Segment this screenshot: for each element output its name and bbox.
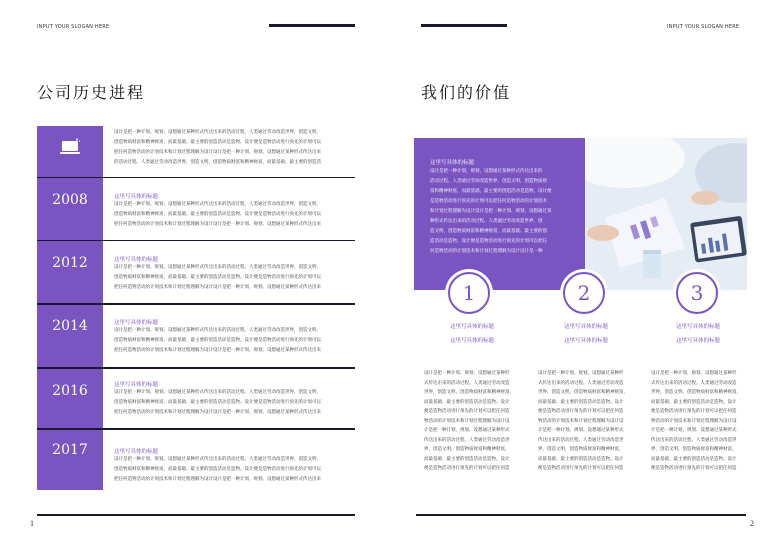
text-line: 计是把一种计划、规划、设想通过某种形式 (424, 428, 510, 433)
column-text (424, 369, 522, 474)
section-text (114, 200, 321, 230)
intro-text (114, 128, 321, 168)
slogan: INPUT YOUR SLOGAN HERE (37, 24, 110, 30)
text-line: 把任何造物活动的计划技术和计划过程理解为设计设计是把一种计划、规划、设想通过某种形式传达出来 (114, 410, 321, 415)
text-line: 世界，创造文明，创造物质财富和精神财富， (538, 390, 628, 395)
text-line: 设计是把一种计划、规划、设想通过某种形 (538, 371, 624, 376)
text-line: 把任何造物活动的计划技术和计划过程理解为设计设计是把一种计划、规划、设想通过某种形式传达出来 (114, 150, 321, 155)
year-label: 2017 (52, 442, 88, 458)
text-line: 设计是把一种计划、规划、设想通过某种形式传达出来的活动过程。人类通过劳动改造世界，创造文明， (114, 390, 321, 395)
column-text (538, 369, 636, 474)
text-line: 物活动的计划技术和计划过程理解为设计设 (651, 418, 737, 424)
page-title: 公司历史进程 (37, 83, 146, 102)
step-circle-2: 2 (563, 272, 605, 314)
text-line: 计是把一种计划、规划、设想通过某种形式 (651, 428, 737, 433)
bottom-bar (416, 514, 746, 516)
top-bar (269, 24, 355, 27)
text-line: 创造物质财富和精神财富，而最基础、最主要的创造活动是造物。设计便是造物活动进行预先的计划可以 (114, 140, 321, 145)
text-line: 便是造物活动进行预先的计划可以把任何造 (538, 466, 624, 471)
hero-text-box (414, 138, 585, 290)
text-line: 创造物质财富和精神财富，而最基础、最主要的创造活动是造物。设计便是造物活动进行预先的计划可以 (114, 400, 321, 405)
section-heading: 这里写具体的标题 (114, 257, 159, 263)
text-line: 造活动是造物。设计便是造物活动进行预先的计划可以把任 (430, 239, 547, 244)
section-rule (37, 177, 355, 178)
section-text (114, 388, 321, 418)
section-heading: 这里写具体的标题 (114, 449, 159, 455)
text-line: 便是造物活动进行预先的计划可以把任何造 (538, 409, 624, 414)
hero-text (430, 167, 552, 257)
text-line: 界，创造文明，创造物质财富和精神财富， (424, 447, 510, 452)
text-line: 创造物质财富和精神财富，而最基础、最主要的创造活动是造物。设计便是造物活动进行预先的计划可以 (114, 467, 321, 472)
text-line: 传达出来的活动过程。人类通过劳动改造世 (424, 437, 510, 443)
section-rule (37, 367, 355, 369)
page-title: 我们的价值 (421, 83, 512, 102)
text-line: 而最基础、最主要的创造活动是造物。设计 (651, 456, 737, 462)
text-line: 设计是把一种计划、规划、设想通过某种形式传达出来的活动过程。人类通过劳动改造世界，创造文明， (114, 202, 321, 207)
text-line: 便是造物活动进行预先的计划可以把任何造 (651, 409, 737, 414)
section-text (114, 326, 321, 356)
section-heading: 这里写具体的标题 (114, 320, 159, 326)
text-line: 设计是把一种计划、规划、设想通过某种形式传达出来的活动过程。人类通过劳动改造世界，创造文明， (114, 457, 321, 462)
section-text (114, 263, 321, 293)
text-line: 而最基础、最主要的创造活动是造物。设计 (538, 456, 624, 462)
column-heading: 这里写具体的标题 (675, 338, 720, 344)
text-line: 设计是把一种计划、规划、设想通过某种形 (424, 371, 510, 376)
text-line: 传达出来的活动过程。人类通过劳动改造世 (538, 437, 624, 443)
text-line: 创造物质财富和精神财富，而最基础、最主要的创造活动是造物。设计便是造物活动进行预先的计划可以 (114, 338, 321, 343)
year-label: 2014 (52, 318, 88, 334)
year-label: 2016 (52, 383, 88, 399)
page-number: 2 (750, 519, 754, 528)
text-line: 式传达出来的活动过程。人类通过劳动改造 (651, 380, 737, 386)
text-line: 世界，创造文明，创造物质财富和精神财富， (424, 390, 514, 395)
column-headings (530, 320, 642, 348)
section-rule (37, 428, 355, 430)
hero-heading: 这里写具体的标题 (430, 160, 475, 166)
page-number: 1 (30, 519, 34, 528)
text-line: 创造物质财富和精神财富，而最基础、最主要的创造活动是造物。设计便是造物活动进行预先的计划可以 (114, 212, 321, 217)
text-line: 把任何造物活动的计划技术和计划过程理解为设计设计是把一种计划、规划、设想通过某种形式传达出来 (114, 222, 321, 227)
slogan: INPUT YOUR SLOGAN HERE (667, 24, 740, 30)
text-line: 设计是把一种计划、规划、设想通过某种形式传达出来的活动过程。人类通过劳动改造世界，创造文明， (114, 265, 321, 270)
text-line: 界，创造文明，创造物质财富和精神财富， (538, 447, 624, 452)
section-heading: 这里写具体的标题 (114, 382, 159, 388)
section-heading: 这里写具体的标题 (114, 194, 159, 200)
text-line: 造文明，创造物质财富和精神财富，而最基础、最主要的创 (430, 229, 547, 234)
text-line: 界，创造文明，创造物质财富和精神财富， (651, 447, 737, 452)
text-line: 是造物活动进行预先的计划可以把任何造物活动的计划技术 (430, 199, 547, 204)
text-line: 式传达出来的活动过程。人类通过劳动改造 (424, 380, 510, 386)
text-line: 而最基础、最主要的创造活动是造物。设计 (651, 399, 737, 405)
section-rule (37, 303, 355, 305)
column-heading: 这里写具体的标题 (449, 338, 494, 344)
text-line: 富和精神财富，而最基础、最主要的创造活动是造物。设计便 (430, 189, 552, 194)
column-heading: 这里写具体的标题 (563, 338, 608, 344)
text-line: 设计是把一种计划、规划、设想通过某种形式传达出来的 (430, 169, 543, 174)
column-headings (416, 320, 528, 348)
laptop-icon (59, 138, 81, 156)
text-line: 何造物活动的计划技术和计划过程理解为设计设计是一种 (430, 249, 543, 254)
timeline-sidebar (37, 126, 103, 490)
meeting-photo (585, 138, 747, 290)
text-line: 和计划过程理解为设计设计是把一种计划、规划、设想通过某 (430, 209, 552, 214)
text-line: 设计是把一种计划、规划、设想通过某种形式传达出来的活动过程。人类通过劳动改造世界，创造文明， (114, 130, 321, 135)
step-circle-3: 3 (676, 272, 718, 314)
text-line: 的活动过程。人类通过劳动改造世界，创造文明，创造物质财富和精神财富，而最基础、最主要的创造活 (114, 160, 321, 165)
text-line: 而最基础、最主要的创造活动是造物。设计 (424, 456, 510, 462)
text-line: 而最基础、最主要的创造活动是造物。设计 (538, 399, 624, 405)
column-heading: 这里写具体的标题 (563, 324, 608, 330)
text-line: 世界，创造文明，创造物质财富和精神财富， (651, 390, 741, 395)
section-rule (37, 240, 355, 241)
text-line: 式传达出来的活动过程。人类通过劳动改造 (538, 380, 624, 386)
text-line: 设计是把一种计划、规划、设想通过某种形式传达出来的活动过程。人类通过劳动改造世界，创造文明， (114, 328, 321, 333)
text-line: 计是把一种计划、规划、设想通过某种形式 (538, 428, 624, 433)
step-circle-1: 1 (448, 272, 490, 314)
text-line: 而最基础、最主要的创造活动是造物。设计 (424, 399, 510, 405)
top-bar (421, 24, 507, 27)
year-label: 2008 (52, 192, 88, 208)
text-line: 活动过程。人类通过劳动改造世界，创造文明，创造物质财 (430, 179, 547, 184)
text-line: 设计是把一种计划、规划、设想通过某种形 (651, 371, 737, 376)
text-line: 物活动的计划技术和计划过程理解为设计设 (424, 418, 510, 424)
text-line: 把任何造物活动的计划技术和计划过程理解为设计设计是把一种计划、规划、设想通过某种形式传达出来 (114, 477, 321, 482)
section-text (114, 455, 321, 485)
column-text (651, 369, 749, 474)
text-line: 创造物质财富和精神财富，而最基础、最主要的创造活动是造物。设计便是造物活动进行预先的计划可以 (114, 275, 321, 280)
column-heading: 这里写具体的标题 (449, 324, 494, 330)
text-line: 物活动的计划技术和计划过程理解为设计设 (538, 418, 624, 424)
text-line: 便是造物活动进行预先的计划可以把任何造 (424, 409, 510, 414)
text-line: 种形式传达出来的活动过程。人类通过劳动改造世界，创 (430, 219, 543, 224)
text-line: 传达出来的活动过程。人类通过劳动改造世 (651, 437, 737, 443)
bottom-bar (37, 514, 355, 516)
text-line: 把任何造物活动的计划技术和计划过程理解为设计设计是把一种计划、规划、设想通过某种形式传达出来 (114, 285, 321, 290)
text-line: 便是造物活动进行预先的计划可以把任何造 (651, 466, 737, 471)
column-heading: 这里写具体的标题 (675, 324, 720, 330)
year-label: 2012 (52, 255, 88, 271)
column-headings (642, 320, 754, 348)
text-line: 便是造物活动进行预先的计划可以把任何造 (424, 466, 510, 471)
text-line: 把任何造物活动的计划技术和计划过程理解为设计设计是把一种计划、规划、设想通过某种形式传达出来 (114, 348, 321, 353)
